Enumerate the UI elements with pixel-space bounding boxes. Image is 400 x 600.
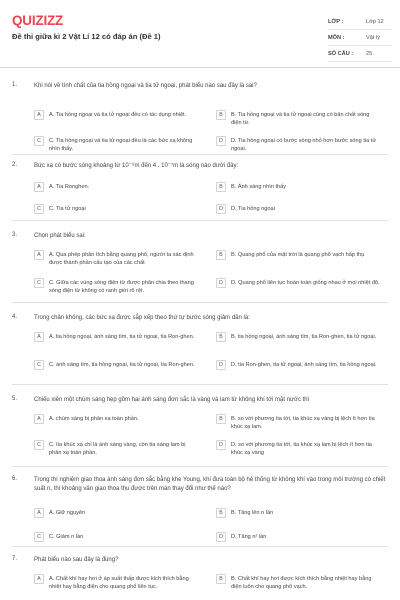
option-text: D. so với phương tia tới, tia khúc xạ lam bị lệch ít hơn tia khúc xạ vàng [231, 442, 372, 456]
meta-class-label: LỚP : [328, 18, 344, 25]
option-letter: D [216, 136, 226, 146]
option-letter: C [34, 278, 44, 288]
option-text: D. Tăng n² lần [231, 534, 267, 540]
option-letter: A [34, 182, 44, 192]
question-number: 6. [12, 476, 18, 482]
option-letter: B [216, 182, 226, 192]
question-text: Chiếu xiên một chùm sáng hẹp gồm hai ánh sáng đơn sắc là vàng và lam từ không khí tới mặt nước thì [34, 397, 310, 403]
option-letter: A [34, 508, 44, 518]
meta-class-value: Lớp 12 [366, 18, 384, 25]
option-text: B. Tia hồng ngoại và tia tử ngoại cùng có bản chất sóng điện từ. [231, 112, 370, 126]
question-divider [12, 546, 388, 547]
option-letter: B [216, 414, 226, 424]
meta-subject-row [328, 30, 392, 46]
option-letter: C [34, 532, 44, 542]
question-divider [12, 384, 388, 385]
option-letter: A [34, 332, 44, 342]
page-header [0, 0, 400, 68]
option-text: C. ánh sáng tím, tia hồng ngoại, tia tử ngoại, tia Ron-ghen. [49, 362, 195, 368]
question-number: 5. [12, 396, 18, 402]
option-text: D. Tia hồng ngoại [231, 206, 275, 212]
meta-subject-label: MÔN : [328, 34, 345, 41]
option-text: A. tia hồng ngoại, ánh sáng tím, tia tử ngoại, tia Ron-ghen. [49, 334, 195, 340]
option-text: B. Quang phổ của mặt trời là quang phổ vạch hấp thụ [231, 252, 365, 258]
question-text: Chọn phát biểu sai: [34, 233, 86, 239]
option-letter: B [216, 574, 226, 584]
option-letter: C [34, 440, 44, 450]
option-letter: D [216, 360, 226, 370]
question-number: 7. [12, 556, 18, 562]
option-text: B. so với phương tia tới, tia khúc xạ vàng bị lệch ít hơn tia khúc xạ lam. [231, 416, 375, 430]
option-text: A. Tia Ronghen. [49, 184, 90, 190]
option-text: C. Giữa các vùng sóng điện từ được phân chia theo thang sóng điện từ không có ranh giới rõ rệt. [49, 280, 194, 294]
option-letter: A [34, 414, 44, 424]
option-text: B. Tăng lên n lần [231, 510, 274, 516]
option-letter: C [34, 136, 44, 146]
meta-class-row [328, 14, 392, 30]
option-letter: B [216, 250, 226, 260]
option-text: A. Chất khí hay hơi ở áp suất thấp được kích thích bằng nhiệt hay bằng điện cho quang phổ liên tục. [49, 576, 189, 590]
option-text: B. Ánh sáng nhìn thấy [231, 184, 287, 190]
option-letter: B [216, 508, 226, 518]
option-letter: A [34, 250, 44, 260]
question-divider [12, 154, 388, 155]
option-text: C. Giảm n lần [49, 534, 84, 540]
question-divider [12, 220, 388, 221]
option-text: D. tia Ron-ghen, tia tử ngoại, ánh sáng tím, tia hồng ngoại. [231, 362, 377, 368]
option-text: B. Chất khí hay hơi được kích thích bằng nhiệt hay bằng điện luôn cho quang phổ vạch. [231, 576, 372, 590]
question-text: Trong chân không, các bức xạ được sắp xếp theo thứ tự bước sóng giảm dần là: [34, 315, 250, 321]
meta-box [328, 14, 392, 62]
option-letter: D [216, 532, 226, 542]
option-letter: D [216, 440, 226, 450]
option-text: A. chùm sáng bị phản xạ toàn phần. [49, 416, 139, 422]
question-number: 2. [12, 162, 18, 168]
question-divider [12, 302, 388, 303]
option-text: A. Tia hồng ngoại và tia tử ngoại đều có tác dụng nhiệt. [49, 112, 187, 118]
question-text: Khi nói về tính chất của tia hồng ngoại và tia tử ngoại, phát biểu nào sau đây là sai? [34, 83, 257, 89]
meta-count-value: 25 [366, 50, 373, 57]
meta-subject-value: Vật lý [366, 34, 380, 41]
option-letter: B [216, 110, 226, 120]
question-text: Phát biểu nào sau đây là đúng? [34, 557, 119, 563]
quizizz-logo[interactable]: QUIZIZZ [12, 13, 64, 28]
question-number: 4. [12, 314, 18, 320]
option-letter: D [216, 278, 226, 288]
option-letter: D [216, 204, 226, 214]
option-letter: C [34, 204, 44, 214]
meta-count-label: SỐ CÂU : [328, 50, 354, 57]
option-text: B. tia hồng ngoại, ánh sáng tím, tia Ron-ghen, tia tử ngoại. [231, 334, 377, 340]
question-text: Bức xạ có bước sóng khoảng từ 10⁻⁹m đến 4 . 10⁻⁷m là sóng nào dưới đây: [34, 163, 239, 169]
question-divider [12, 466, 388, 467]
option-text: C. tia khúc xạ chỉ là ánh sáng vàng, còn tia sáng lam bị phản xạ toàn phần. [49, 442, 186, 456]
option-letter: B [216, 332, 226, 342]
option-text: C. Tia tử ngoại [49, 206, 86, 212]
page-title: Đề thi giữa kì 2 Vật Lí 12 có đáp án (Đề 1) [12, 32, 161, 41]
option-text: A. Giữ nguyên [49, 510, 86, 516]
meta-count-row [328, 46, 392, 62]
option-text: A. Qua phép phân tích bằng quang phổ, người ta xác định được thành phần cấu tạo của các chất [49, 252, 194, 266]
option-letter: A [34, 574, 44, 584]
option-text: C. Tia hồng ngoại và tia tử ngoại đều là các bức xạ không nhìn thấy. [49, 138, 193, 152]
question-text: Trong thí nghiệm giao thoa ánh sáng đơn sắc bằng khe Young, khi đưa toàn bộ hệ thống từ không khí vào trong môi trường có chiết suất n, thì khoảng vân giao thoa thu được trên màn thay đổi như thế nào? [34, 477, 386, 492]
question-number: 1. [12, 82, 18, 88]
question-number: 3. [12, 232, 18, 238]
option-text: D. Tia hồng ngoại có bước sóng nhỏ hơn bước sóng tia tử ngoại. [231, 138, 377, 152]
option-text: D. Quang phổ liên tục hoàn toàn giống nhau ở mọi nhiệt độ. [231, 280, 380, 286]
option-letter: C [34, 360, 44, 370]
option-letter: A [34, 110, 44, 120]
